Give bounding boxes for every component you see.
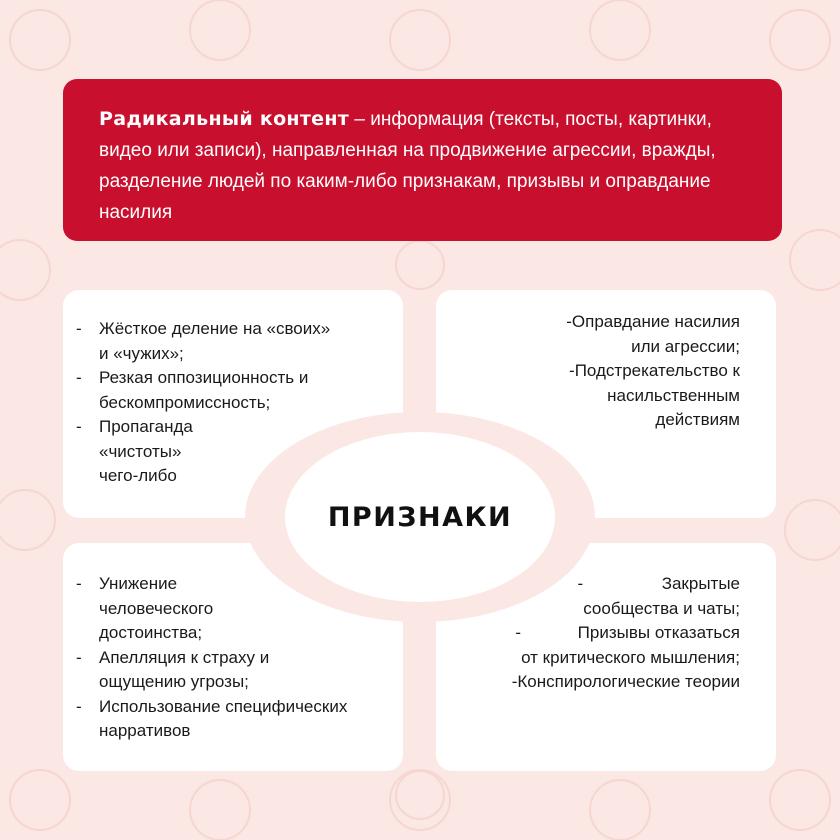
bullet-marker: - (577, 574, 584, 593)
bullet-marker: - (76, 319, 82, 338)
list-item (436, 670, 740, 695)
bullet-marker: - (76, 417, 82, 436)
list-item (436, 310, 740, 359)
list-item-text: Апелляция к страху и ощущению угрозы; (99, 647, 270, 691)
list-item (76, 646, 403, 695)
bullet-marker: - (566, 312, 572, 331)
list-item-text: Оправдание насилия или агрессии; (571, 312, 740, 356)
bullet-marker: - (76, 574, 82, 593)
bullet-marker: - (515, 623, 522, 642)
definition-text: – информация (тексты, посты, картинки, видео или записи), направленная на продвижение агрессии, вражды, разделение людей по каким-либо признакам, призывы и оправдание насилия (99, 109, 716, 223)
bullet-marker: - (76, 647, 82, 667)
list-item-text: Унижение человеческого достоинства; (99, 574, 214, 642)
list-item-text: Конспирологические теории (517, 672, 740, 691)
card-top-right-list (436, 290, 776, 433)
list-item (76, 695, 403, 744)
list-item (436, 621, 740, 670)
list-item-text: Пропаганда «чистоты» чего-либо (99, 417, 193, 485)
list-item-text: Призывы отказаться от критического мышления; (521, 623, 740, 667)
definition-term: Радикальный контент (99, 108, 350, 130)
bullet-marker: - (76, 696, 82, 716)
list-item (76, 317, 403, 366)
list-item-text: Закрытые сообщества и чаты; (583, 574, 740, 618)
bullet-marker: - (76, 368, 82, 387)
list-item-text: Жёсткое деление на «своих» и «чужих»; (99, 319, 331, 363)
list-item-text: Использование специфических нарративов (99, 696, 348, 740)
center-ellipse (285, 432, 555, 602)
definition-box (63, 79, 782, 241)
center-label: ПРИЗНАКИ (327, 501, 513, 533)
bullet-marker: - (511, 672, 518, 691)
list-item-text: Резкая оппозиционность и бескомпромиссность; (99, 368, 309, 412)
list-item-text: Подстрекательство к насильственным действиям (574, 361, 740, 429)
bullet-marker: - (569, 361, 575, 380)
list-item (76, 366, 403, 415)
